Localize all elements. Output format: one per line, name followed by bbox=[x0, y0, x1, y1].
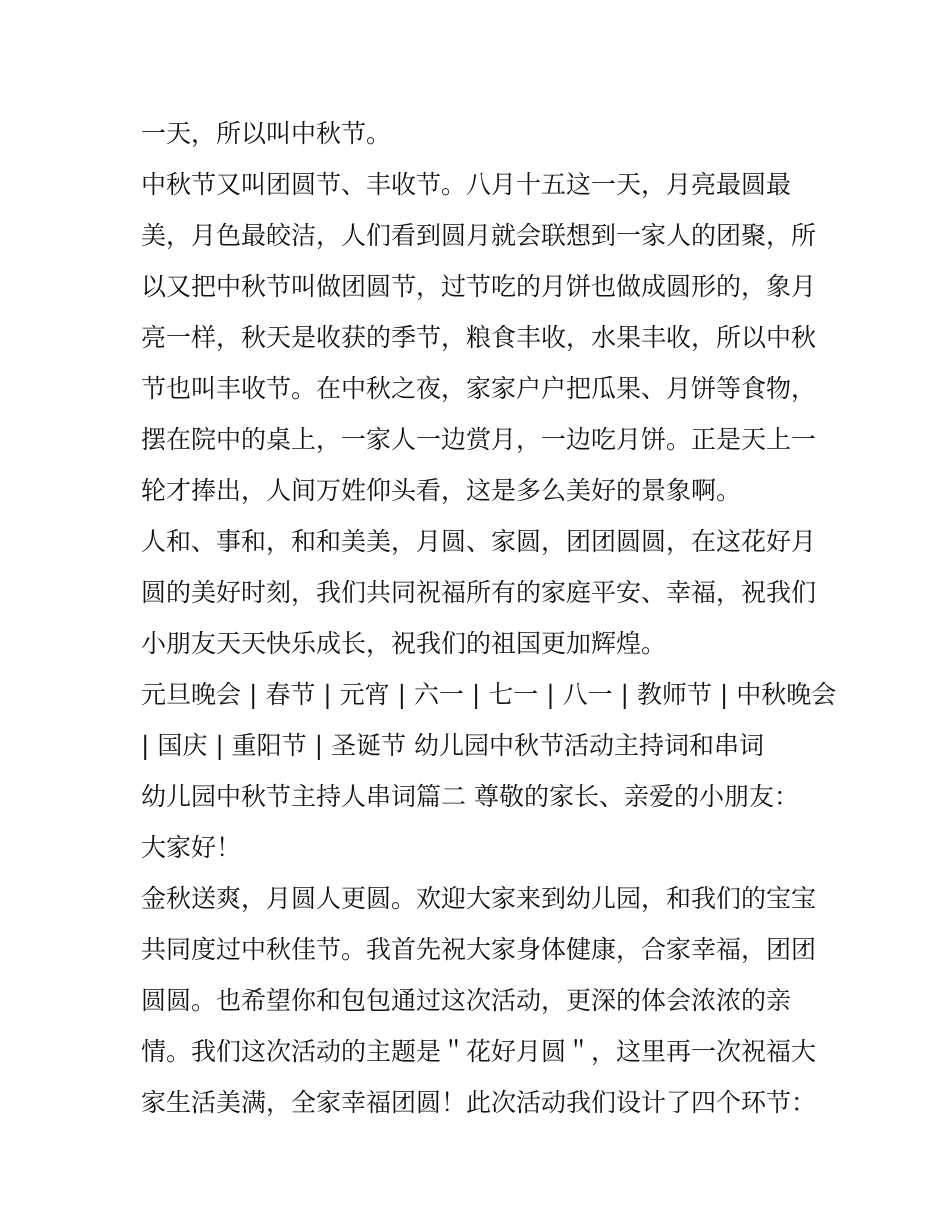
text-line: 大家好！ bbox=[141, 833, 242, 862]
text-line: 摆在院中的桌上，一家人一边赏月，一边吃月饼。正是天上一 bbox=[141, 425, 817, 454]
document-body bbox=[141, 108, 837, 1128]
text-line: 中秋节又叫团圆节、丰收节。八月十五这一天，月亮最圆最 bbox=[141, 170, 792, 199]
text-line: 轮才捧出，人间万姓仰头看，这是多么美好的景象啊。 bbox=[141, 476, 742, 505]
text-line: 以又把中秋节叫做团圆节，过节吃的月饼也做成圆形的，象月 bbox=[141, 272, 817, 301]
text-line: 节也叫丰收节。在中秋之夜，家家户户把瓜果、月饼等食物， bbox=[141, 374, 817, 403]
text-line: 圆圆。也希望你和包包通过这次活动，更深的体会浓浓的亲 bbox=[141, 986, 792, 1015]
text-line: 元旦晚会 | 春节 | 元宵 | 六一 | 七一 | 八一 | 教师节 | 中秋晚会 bbox=[141, 680, 837, 709]
text-line: 小朋友天天快乐成长，祝我们的祖国更加辉煌。 bbox=[141, 629, 667, 658]
text-line: 亮一样，秋天是收获的季节，粮食丰收，水果丰收，所以中秋 bbox=[141, 323, 817, 352]
text-line: 人和、事和，和和美美，月圆、家圆，团团圆圆，在这花好月 bbox=[141, 527, 817, 556]
text-line: 美，月色最皎洁，人们看到圆月就会联想到一家人的团聚，所 bbox=[141, 221, 817, 250]
text-line: 幼儿园中秋节主持人串词篇二 尊敬的家长、亲爱的小朋友： bbox=[141, 782, 799, 811]
text-line: 金秋送爽，月圆人更圆。欢迎大家来到幼儿园，和我们的宝宝 bbox=[141, 884, 817, 913]
text-line: 圆的美好时刻，我们共同祝福所有的家庭平安、幸福，祝我们 bbox=[141, 578, 817, 607]
text-line: | 国庆 | 重阳节 | 圣诞节 幼儿园中秋节活动主持词和串词 bbox=[141, 731, 764, 760]
text-line: 一天，所以叫中秋节。 bbox=[141, 119, 392, 148]
text-line: 家生活美满，全家幸福团圆！此次活动我们设计了四个环节： bbox=[141, 1088, 817, 1117]
text-line: 共同度过中秋佳节。我首先祝大家身体健康，合家幸福，团团 bbox=[141, 935, 817, 964]
text-line: 情。我们这次活动的主题是＂花好月圆＂，这里再一次祝福大 bbox=[141, 1037, 817, 1066]
